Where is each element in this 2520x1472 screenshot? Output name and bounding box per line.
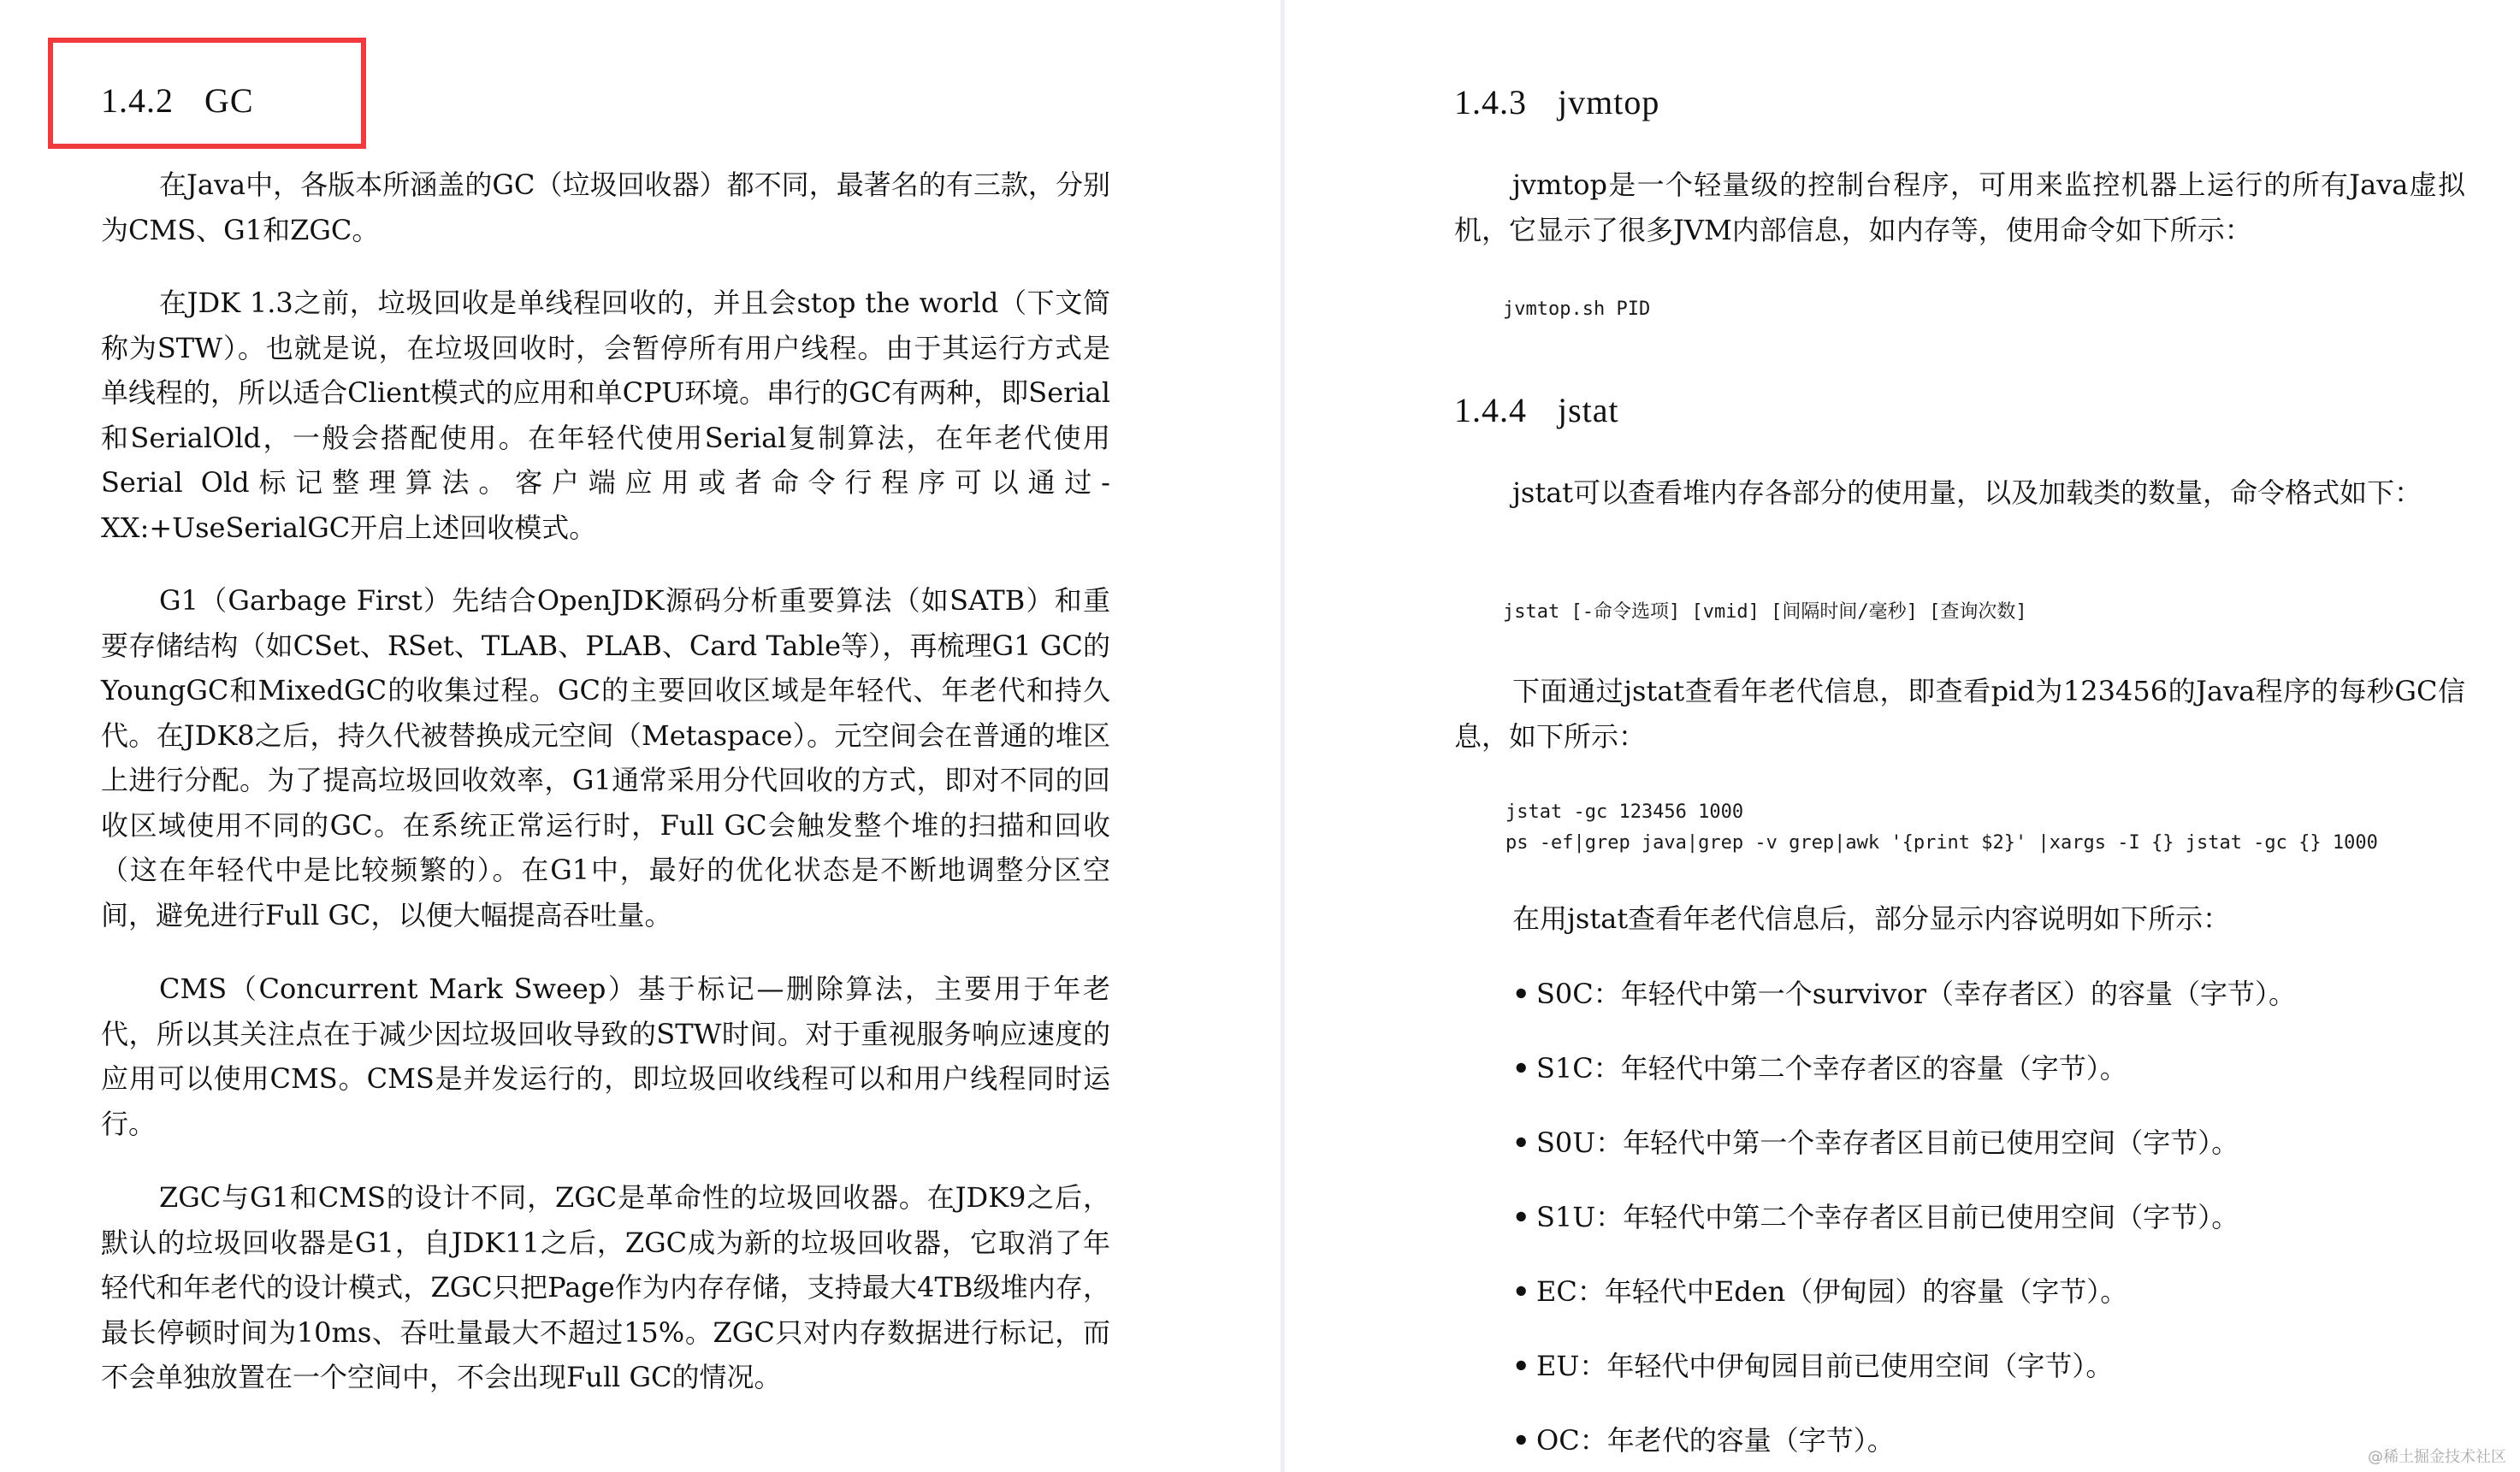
list-item-text: S1U：年轻代中第二个幸存者区目前已使用空间（字节）。 bbox=[1536, 1201, 2239, 1233]
bullet-icon: • bbox=[1512, 1424, 1530, 1457]
page-divider bbox=[1281, 0, 1285, 1472]
list-item-text: EU：年轻代中伊甸园目前已使用空间（字节）。 bbox=[1536, 1350, 2114, 1382]
list-item-ec bbox=[1512, 1274, 2127, 1309]
list-item-s0c bbox=[1512, 977, 2296, 1011]
code-jstat-gc: jstat -gc 123456 1000 bbox=[1505, 801, 1744, 823]
bullet-icon: • bbox=[1512, 1126, 1530, 1159]
paragraph-jstat-columns: 在用jstat查看年老代信息后，部分显示内容说明如下所示： bbox=[1512, 902, 2231, 935]
list-item-text: S1C：年轻代中第二个幸存者区的容量（字节）。 bbox=[1536, 1052, 2127, 1085]
bullet-icon: • bbox=[1512, 978, 1530, 1010]
bullet-icon: • bbox=[1512, 1052, 1530, 1085]
section-number: 1.4.2 bbox=[101, 81, 174, 120]
paragraph-jstat-example: 下面通过jstat查看年老代信息，即查看pid为123456的Java程序的每秒GC信息，如下所示： bbox=[1454, 675, 2465, 753]
bullet-icon: • bbox=[1512, 1275, 1530, 1308]
code-jstat-format: jstat [-命令选项] [vmid] [间隔时间/毫秒] [查询次数] bbox=[1503, 601, 2027, 623]
bullet-icon: • bbox=[1512, 1350, 1530, 1382]
section-title: GC bbox=[204, 81, 254, 120]
code-jstat-ps-pipeline: ps -ef|grep java|grep -v grep|awk '{print $2}' |xargs -I {} jstat -gc {} 1000 bbox=[1505, 832, 2378, 854]
code-jvmtop: jvmtop.sh PID bbox=[1503, 299, 1651, 320]
list-item-s1u bbox=[1512, 1200, 2239, 1234]
section-number: 1.4.3 bbox=[1454, 83, 1527, 121]
section-heading-jvmtop bbox=[1454, 82, 1659, 122]
paragraph-zgc: ZGC与G1和CMS的设计不同，ZGC是革命性的垃圾回收器。在JDK9之后，默认的垃圾回收器是G1，自JDK11之后，ZGC成为新的垃圾回收器，它取消了年轻代和年老代的设计模式，ZGC只把Page作为内存存储，支持最大4TB级堆内存，最长停顿时间为10ms、吞吐量最大不超过15%。ZGC只对内存数据进行标记，而不会单独放置在一个空间中，不会出现Full GC的情况。 bbox=[101, 1181, 1110, 1393]
list-item-s1c bbox=[1512, 1051, 2127, 1085]
paragraph-cms-gc: CMS（Concurrent Mark Sweep）基于标记—删除算法，主要用于年老代，所以其关注点在于减少因垃圾回收导致的STW时间。对于重视服务响应速度的应用可以使用CMS。CMS是并发运行的，即垃圾回收线程可以和用户线程同时运行。 bbox=[101, 972, 1110, 1140]
bullet-icon: • bbox=[1512, 1201, 1530, 1233]
paragraph-serial-gc: 在JDK 1.3之前，垃圾回收是单线程回收的，并且会stop the world（下文简称为STW）。也就是说，在垃圾回收时，会暂停所有用户线程。由于其运行方式是单线程的，所以适合Client模式的应用和单CPU环境。串行的GC有两种，即Serial和SerialOld，一般会搭配使用。在年轻代使用Serial复制算法，在年老代使用Serial Old标记整理算法。客户端应用或者命令行程序可以通过-XX:+UseSerialGC开启上述回收模式。 bbox=[101, 287, 1110, 544]
section-number: 1.4.4 bbox=[1454, 391, 1527, 429]
list-item-text: OC：年老代的容量（字节）。 bbox=[1536, 1424, 1895, 1457]
paragraph-jvmtop: jvmtop是一个轻量级的控制台程序，可用来监控机器上运行的所有Java虚拟机，它显示了很多JVM内部信息，如内存等，使用命令如下所示： bbox=[1454, 168, 2465, 246]
list-item-text: S0U：年轻代中第一个幸存者区目前已使用空间（字节）。 bbox=[1536, 1126, 2239, 1159]
section-heading-jstat bbox=[1454, 390, 1619, 430]
watermark: @稀土掘金技术社区 bbox=[2368, 1448, 2506, 1466]
list-item-text: EC：年轻代中Eden（伊甸园）的容量（字节）。 bbox=[1536, 1275, 2128, 1308]
section-title: jvmtop bbox=[1558, 83, 1660, 121]
list-item-eu bbox=[1512, 1349, 2113, 1383]
section-title: jstat bbox=[1558, 391, 1619, 429]
paragraph-jstat-intro: jstat可以查看堆内存各部分的使用量，以及加载类的数量，命令格式如下： bbox=[1512, 476, 2422, 509]
paragraph-g1-gc: G1（Garbage First）先结合OpenJDK源码分析重要算法（如SATB）和重要存储结构（如CSet、RSet、TLAB、PLAB、Card Table等），再梳理G1 GC的YoungGC和MixedGC的收集过程。GC的主要回收区域是年轻代、年老代和持久代。在JDK8之后，持久代被替换成元空间（Metaspace）。元空间会在普通的堆区上进行分配。为了提高垃圾回收效率，G1通常采用分代回收的方式，即对不同的回收区域使用不同的GC。在系统正常运行时，Full GC会触发整个堆的扫描和回收（这在年轻代中是比较频繁的）。在G1中，最好的优化状态是不断地调整分区空间，避免进行Full GC，以便大幅提高吞吐量。 bbox=[101, 584, 1110, 931]
list-item-text: S0C：年轻代中第一个survivor（幸存者区）的容量（字节）。 bbox=[1536, 978, 2297, 1010]
list-item-oc bbox=[1512, 1423, 1895, 1457]
paragraph-gc-intro: 在Java中，各版本所涵盖的GC（垃圾回收器）都不同，最著名的有三款，分别为CMS、G1和ZGC。 bbox=[101, 168, 1110, 246]
list-item-s0u bbox=[1512, 1126, 2239, 1160]
section-heading-gc bbox=[101, 80, 254, 121]
